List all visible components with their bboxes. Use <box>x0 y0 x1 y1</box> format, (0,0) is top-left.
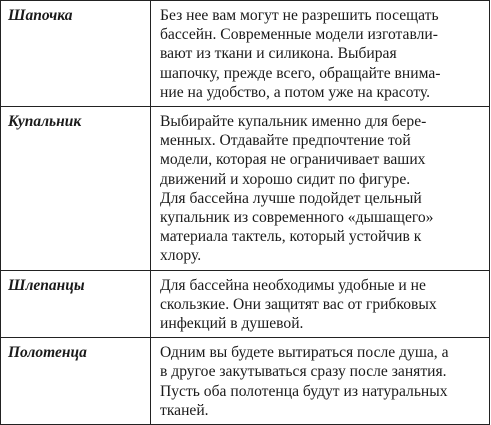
item-cell <box>1 1 151 107</box>
table-row <box>1 338 490 425</box>
description-cell <box>151 270 490 338</box>
description-cell <box>151 107 490 271</box>
item-description: Для бассейна необходимы удобные и не скользкие. Они защитят вас от грибковых инфекций в душевой. <box>160 276 437 333</box>
item-cell <box>1 270 151 338</box>
item-description: Одним вы будете вытираться после душа, а в другое закутываться сразу после занятия. Пусть оба полотенца будут из натуральных тканей. <box>160 344 449 419</box>
item-cell <box>1 107 151 271</box>
item-name: Шлепанцы <box>8 276 85 294</box>
table-row <box>1 270 490 338</box>
description-cell <box>151 338 490 425</box>
item-cell <box>1 338 151 425</box>
description-cell <box>151 1 490 107</box>
item-name: Полотенца <box>8 344 87 362</box>
item-name: Купальник <box>8 113 82 131</box>
table-row <box>1 107 490 271</box>
table-row <box>1 1 490 107</box>
item-name: Шапочка <box>8 7 73 24</box>
item-description: Без нее вам могут не разрешить посещать бассейн. Современные модели изготавли- вают из ткани и силикона. Выбирая шапочку, прежде всего, обращайте внима- ние на удобство, а потом уже на красоту. <box>160 7 441 101</box>
item-description: Выбирайте купальник именно для бере- менных. Отдавайте предпочтение той модели, которая не ограничивает ваших движений и хорошо сидит по фигуре. Для бассейна лучше подойдет цельный купальник из современного «дышащего» материала тактель, который устойчив к хлору. <box>160 113 434 265</box>
